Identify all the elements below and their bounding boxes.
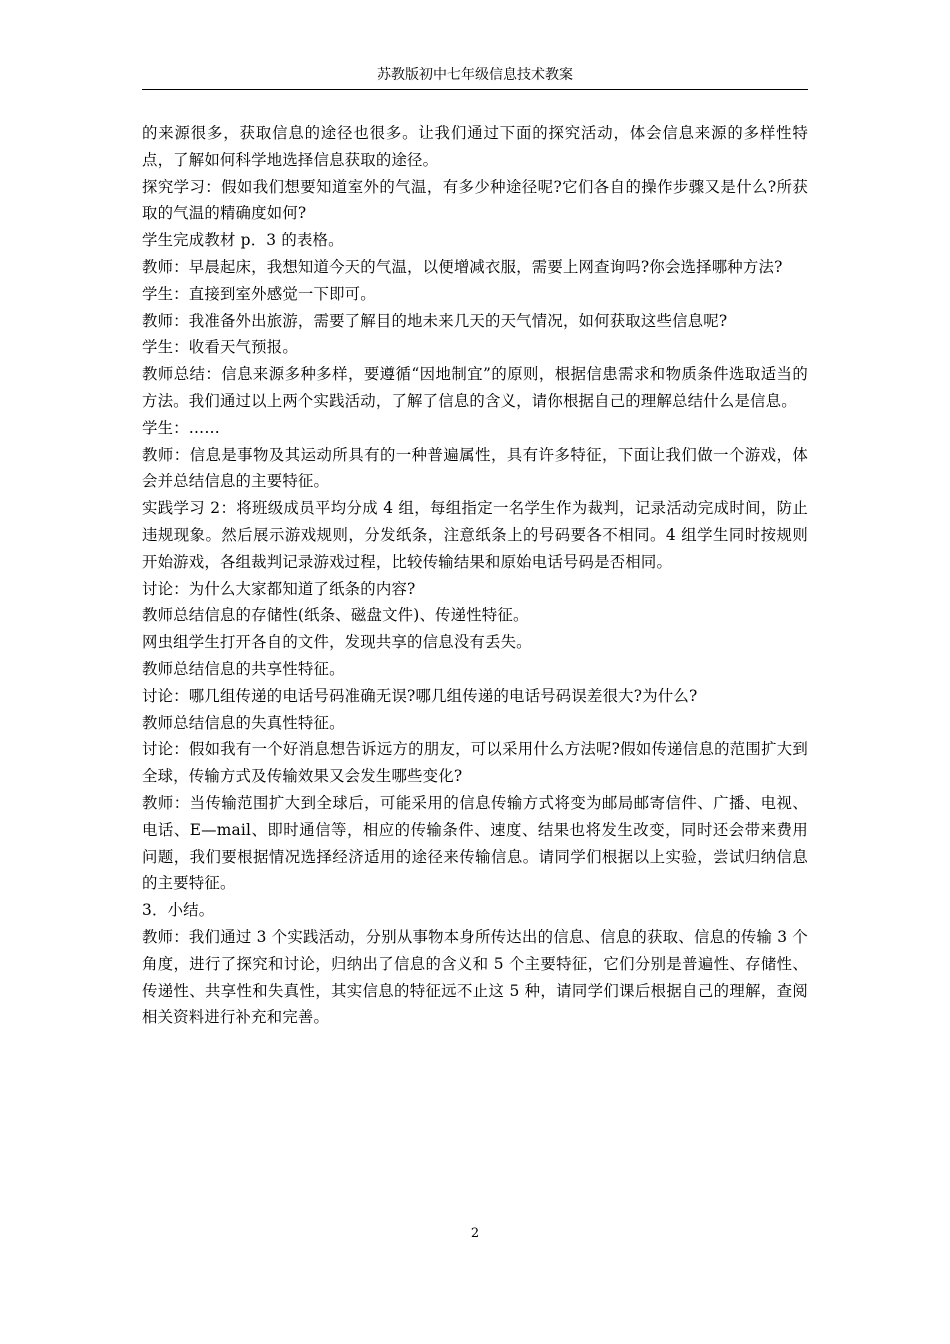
paragraph: 学生：…… — [142, 418, 220, 437]
paragraph: 教师总结：信息来源多种多样，要遵循“因地制宜”的原则，根据信患需求和物质条件选取适当的方法。我们通过以上两个实践活动，了解了信息的含义，请你根据自己的理解总结什么是信息。 — [142, 365, 808, 410]
paragraph: 教师总结信息的存储性(纸条、磁盘文件)、传递性特征。 — [142, 606, 529, 625]
paragraph: 探究学习：假如我们想要知道室外的气温，有多少种途径呢?它们各自的操作步骤又是什么?所获取的气温的精确度如何? — [142, 177, 808, 223]
paragraph: 网虫组学生打开各自的文件，发现共享的信息没有丢失。 — [142, 633, 532, 652]
paragraph: 3．小结。 — [142, 901, 215, 920]
paragraph: 教师：早晨起床，我想知道今天的气温，以便增减衣服，需要上网查询吗?你会选择哪种方法? — [142, 257, 783, 276]
paragraph: 教师：当传输范围扩大到全球后，可能采用的信息传输方式将变为邮局邮寄信件、广播、电视、电话、E—mail、即时通信等，相应的传输条件、速度、结果也将发生改变，同时还会带来费用问题，我们要根据情况选择经济适用的途径来传输信息。请同学们根据以上实验，尝试归纳信息的主要特征。 — [142, 793, 808, 893]
page-number: 2 — [470, 1226, 480, 1241]
paragraph: 教师总结信息的失真性特征。 — [142, 713, 345, 732]
header-title: 苏教版初中七年级信息技术教案 — [377, 67, 573, 83]
paragraph: 教师：我们通过 3 个实践活动，分别从事物本身所传达出的信息、信息的获取、信息的传输 3 个角度，进行了探究和讨论，归纳出了信息的含义和 5 个主要特征，它们分别是普遍性、存储性、传递性、共享性和失真性，其实信息的特征远不止这 5 种，请同学们课后根据自己的理解，查阅相关资料进行补充和完善。 — [142, 927, 808, 1027]
paragraph: 讨论：哪几组传递的电话号码准确无误?哪几组传递的电话号码误差很大?为什么? — [142, 686, 698, 705]
paragraph: 学生：直接到室外感觉一下即可。 — [142, 284, 376, 303]
paragraph: 教师总结信息的共享性特征。 — [142, 659, 345, 678]
paragraph: 学生：收看天气预报。 — [142, 338, 298, 357]
paragraph: 学生完成教材 p．3 的表格。 — [142, 231, 344, 250]
paragraph: 讨论：为什么大家都知道了纸条的内容? — [142, 579, 416, 598]
paragraph: 的来源很多，获取信息的途径也很多。让我们通过下面的探究活动，体会信息来源的多样性特点，了解如何科学地选择信息获取的途径。 — [142, 124, 808, 169]
paragraph: 实践学习 2：将班级成员平均分成 4 组，每组指定一名学生作为裁判，记录活动完成时间，防止违规现象。然后展示游戏规则，分发纸条，注意纸条上的号码要各不相同。4 组学生同时按规则开始游戏，各组裁判记录游戏过程，比较传输结果和原始电话号码是否相同。 — [142, 499, 808, 571]
paragraph: 教师：信息是事物及其运动所具有的一种普遍属性，具有许多特征，下面让我们做一个游戏，体会并总结信息的主要特征。 — [142, 445, 808, 491]
document-body — [142, 120, 808, 1031]
paragraph: 讨论：假如我有一个好消息想告诉远方的朋友，可以采用什么方法呢?假如传递信息的范围扩大到全球，传输方式及传输效果又会发生哪些变化? — [142, 740, 808, 786]
page-header — [142, 66, 808, 90]
paragraph: 教师：我准备外出旅游，需要了解目的地未来几天的天气情况，如何获取这些信息呢? — [142, 311, 728, 330]
